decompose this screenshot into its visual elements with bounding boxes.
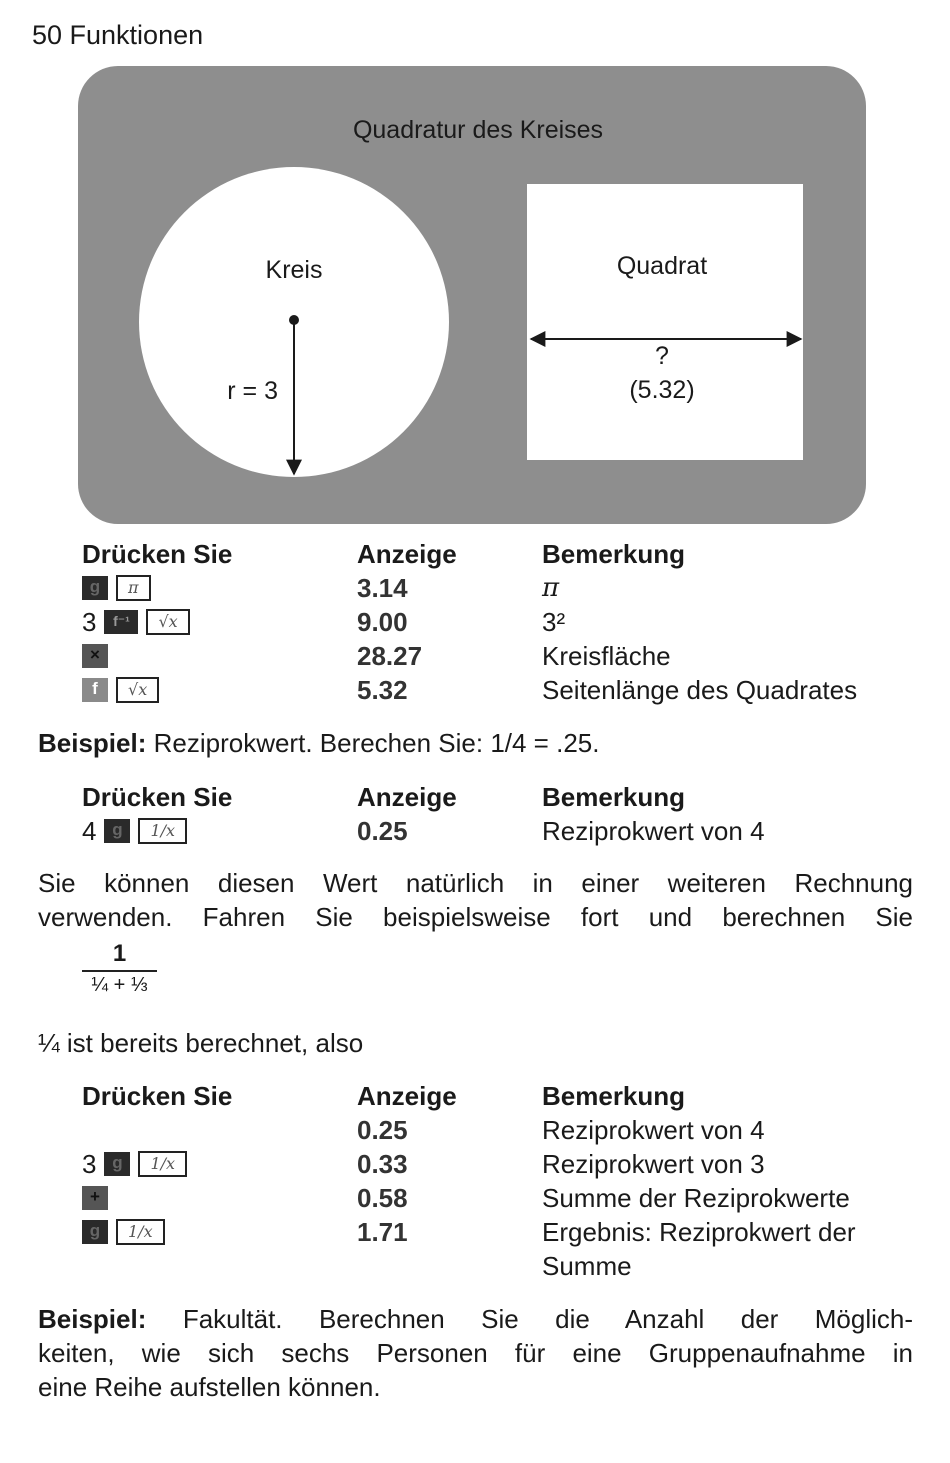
header-display: Anzeige	[357, 782, 457, 812]
paragraph-continue-line-1: Sie können diesen Wert natürlich in einer weiteren Rechnung	[38, 868, 913, 898]
display-value: 0.58	[357, 1183, 408, 1213]
table-row	[82, 814, 922, 848]
table-row-continuation	[82, 1249, 922, 1283]
remark-text: Seitenlänge des Quadrates	[542, 675, 858, 705]
table-row	[82, 673, 922, 707]
display-value: 5.32	[357, 675, 408, 705]
keystrokes	[82, 814, 195, 848]
remark-text: Reziprokwert von 3	[542, 1149, 765, 1179]
display-value: 9.00	[357, 607, 408, 637]
header-display: Anzeige	[357, 539, 457, 569]
example-factorial-line-3: eine Reihe aufstellen können.	[38, 1372, 381, 1402]
f-inverse-key: f⁻¹	[104, 610, 138, 634]
circle-label: Kreis	[265, 256, 323, 284]
square-shape	[527, 184, 803, 460]
reciprocal-key: 1/x	[116, 1219, 165, 1245]
example-text: Reziprokwert. Berechen Sie: 1/4 = .25.	[153, 728, 600, 758]
table-row	[82, 639, 922, 673]
table-header-row	[82, 1079, 922, 1113]
header-press: Drücken Sie	[82, 539, 233, 569]
table-row	[82, 571, 922, 605]
g-key: g	[104, 819, 130, 843]
remark-text-continuation: Summe	[542, 1251, 632, 1281]
keystrokes	[82, 639, 116, 673]
example-factorial-line-2: keiten, wie sich sechs Personen für eine Gruppenaufnahme in	[38, 1338, 913, 1368]
f-key: f	[82, 678, 108, 702]
multiply-key: ×	[82, 644, 108, 668]
digit-entry: 3	[82, 607, 97, 637]
squaring-circle-diagram	[78, 66, 866, 524]
keystrokes	[82, 673, 167, 707]
table-header-row	[82, 780, 922, 814]
digit-entry: 4	[82, 816, 97, 846]
square-label: Quadrat	[616, 252, 708, 280]
table-row	[82, 1113, 922, 1147]
example-factorial-line-1	[38, 1302, 913, 1336]
remark-text: Summe der Reziprokwerte	[542, 1183, 850, 1213]
side-value-label: (5.32)	[629, 376, 695, 404]
header-remark: Bemerkung	[542, 539, 686, 569]
display-value: 3.14	[357, 573, 408, 603]
keystrokes	[82, 1215, 173, 1249]
example-text: Fakultät. Berechnen Sie die Anzahl der Möglich-	[182, 1304, 913, 1334]
paragraph-already-computed: ¼ ist bereits berechnet, also	[38, 1028, 364, 1058]
header-display: Anzeige	[357, 1081, 457, 1111]
radius-label: r = 3	[227, 377, 278, 405]
display-value: 28.27	[357, 641, 423, 671]
keystrokes	[82, 1181, 116, 1215]
remark-text: Ergebnis: Reziprokwert der	[542, 1217, 856, 1247]
diagram-title: Quadratur des Kreises	[352, 116, 604, 144]
display-value: 0.25	[357, 816, 408, 846]
display-value: 0.25	[357, 1115, 408, 1145]
remark-text: 3²	[542, 607, 566, 637]
header-remark: Bemerkung	[542, 782, 686, 812]
keystroke-table-3	[82, 1079, 922, 1283]
g-key: g	[104, 1152, 130, 1176]
reciprocal-key: 1/x	[138, 818, 187, 844]
display-value: 1.71	[357, 1217, 408, 1247]
page-header: 50 Funktionen	[32, 20, 204, 50]
keystroke-table-2	[82, 780, 922, 848]
plus-key: +	[82, 1186, 108, 1210]
remark-text: Reziprokwert von 4	[542, 816, 765, 846]
display-value: 0.33	[357, 1149, 408, 1179]
table-row	[82, 605, 922, 639]
keystrokes	[82, 1147, 195, 1181]
keystroke-table-1	[82, 537, 922, 707]
table-header-row	[82, 537, 922, 571]
remark-text: π	[542, 573, 560, 603]
keystrokes	[82, 571, 159, 605]
paragraph-continue-line-2: verwenden. Fahren Sie beispielsweise fort und berechnen Sie	[38, 902, 913, 932]
side-unknown-label: ?	[655, 342, 669, 370]
fraction-numerator: 1	[82, 940, 157, 972]
fraction-denominator: ¼ + ⅓	[91, 974, 148, 996]
reciprocal-key: 1/x	[138, 1151, 187, 1177]
digit-entry: 3	[82, 1149, 97, 1179]
pi-key: π	[116, 575, 151, 601]
header-remark: Bemerkung	[542, 1081, 686, 1111]
fraction-expression	[82, 940, 157, 997]
example-label: Beispiel:	[38, 728, 147, 758]
example-label: Beispiel:	[38, 1304, 147, 1334]
g-key: g	[82, 1220, 108, 1244]
table-row	[82, 1215, 922, 1249]
example-reciprocal	[38, 726, 913, 760]
header-press: Drücken Sie	[82, 782, 233, 812]
table-row	[82, 1147, 922, 1181]
sqrt-x-key: √x	[146, 609, 189, 635]
remark-text: Reziprokwert von 4	[542, 1115, 765, 1145]
keystrokes	[82, 605, 198, 639]
header-press: Drücken Sie	[82, 1081, 233, 1111]
g-key: g	[82, 576, 108, 600]
remark-text: Kreisfläche	[542, 641, 671, 671]
table-row	[82, 1181, 922, 1215]
sqrt-x-key: √x	[116, 677, 159, 703]
